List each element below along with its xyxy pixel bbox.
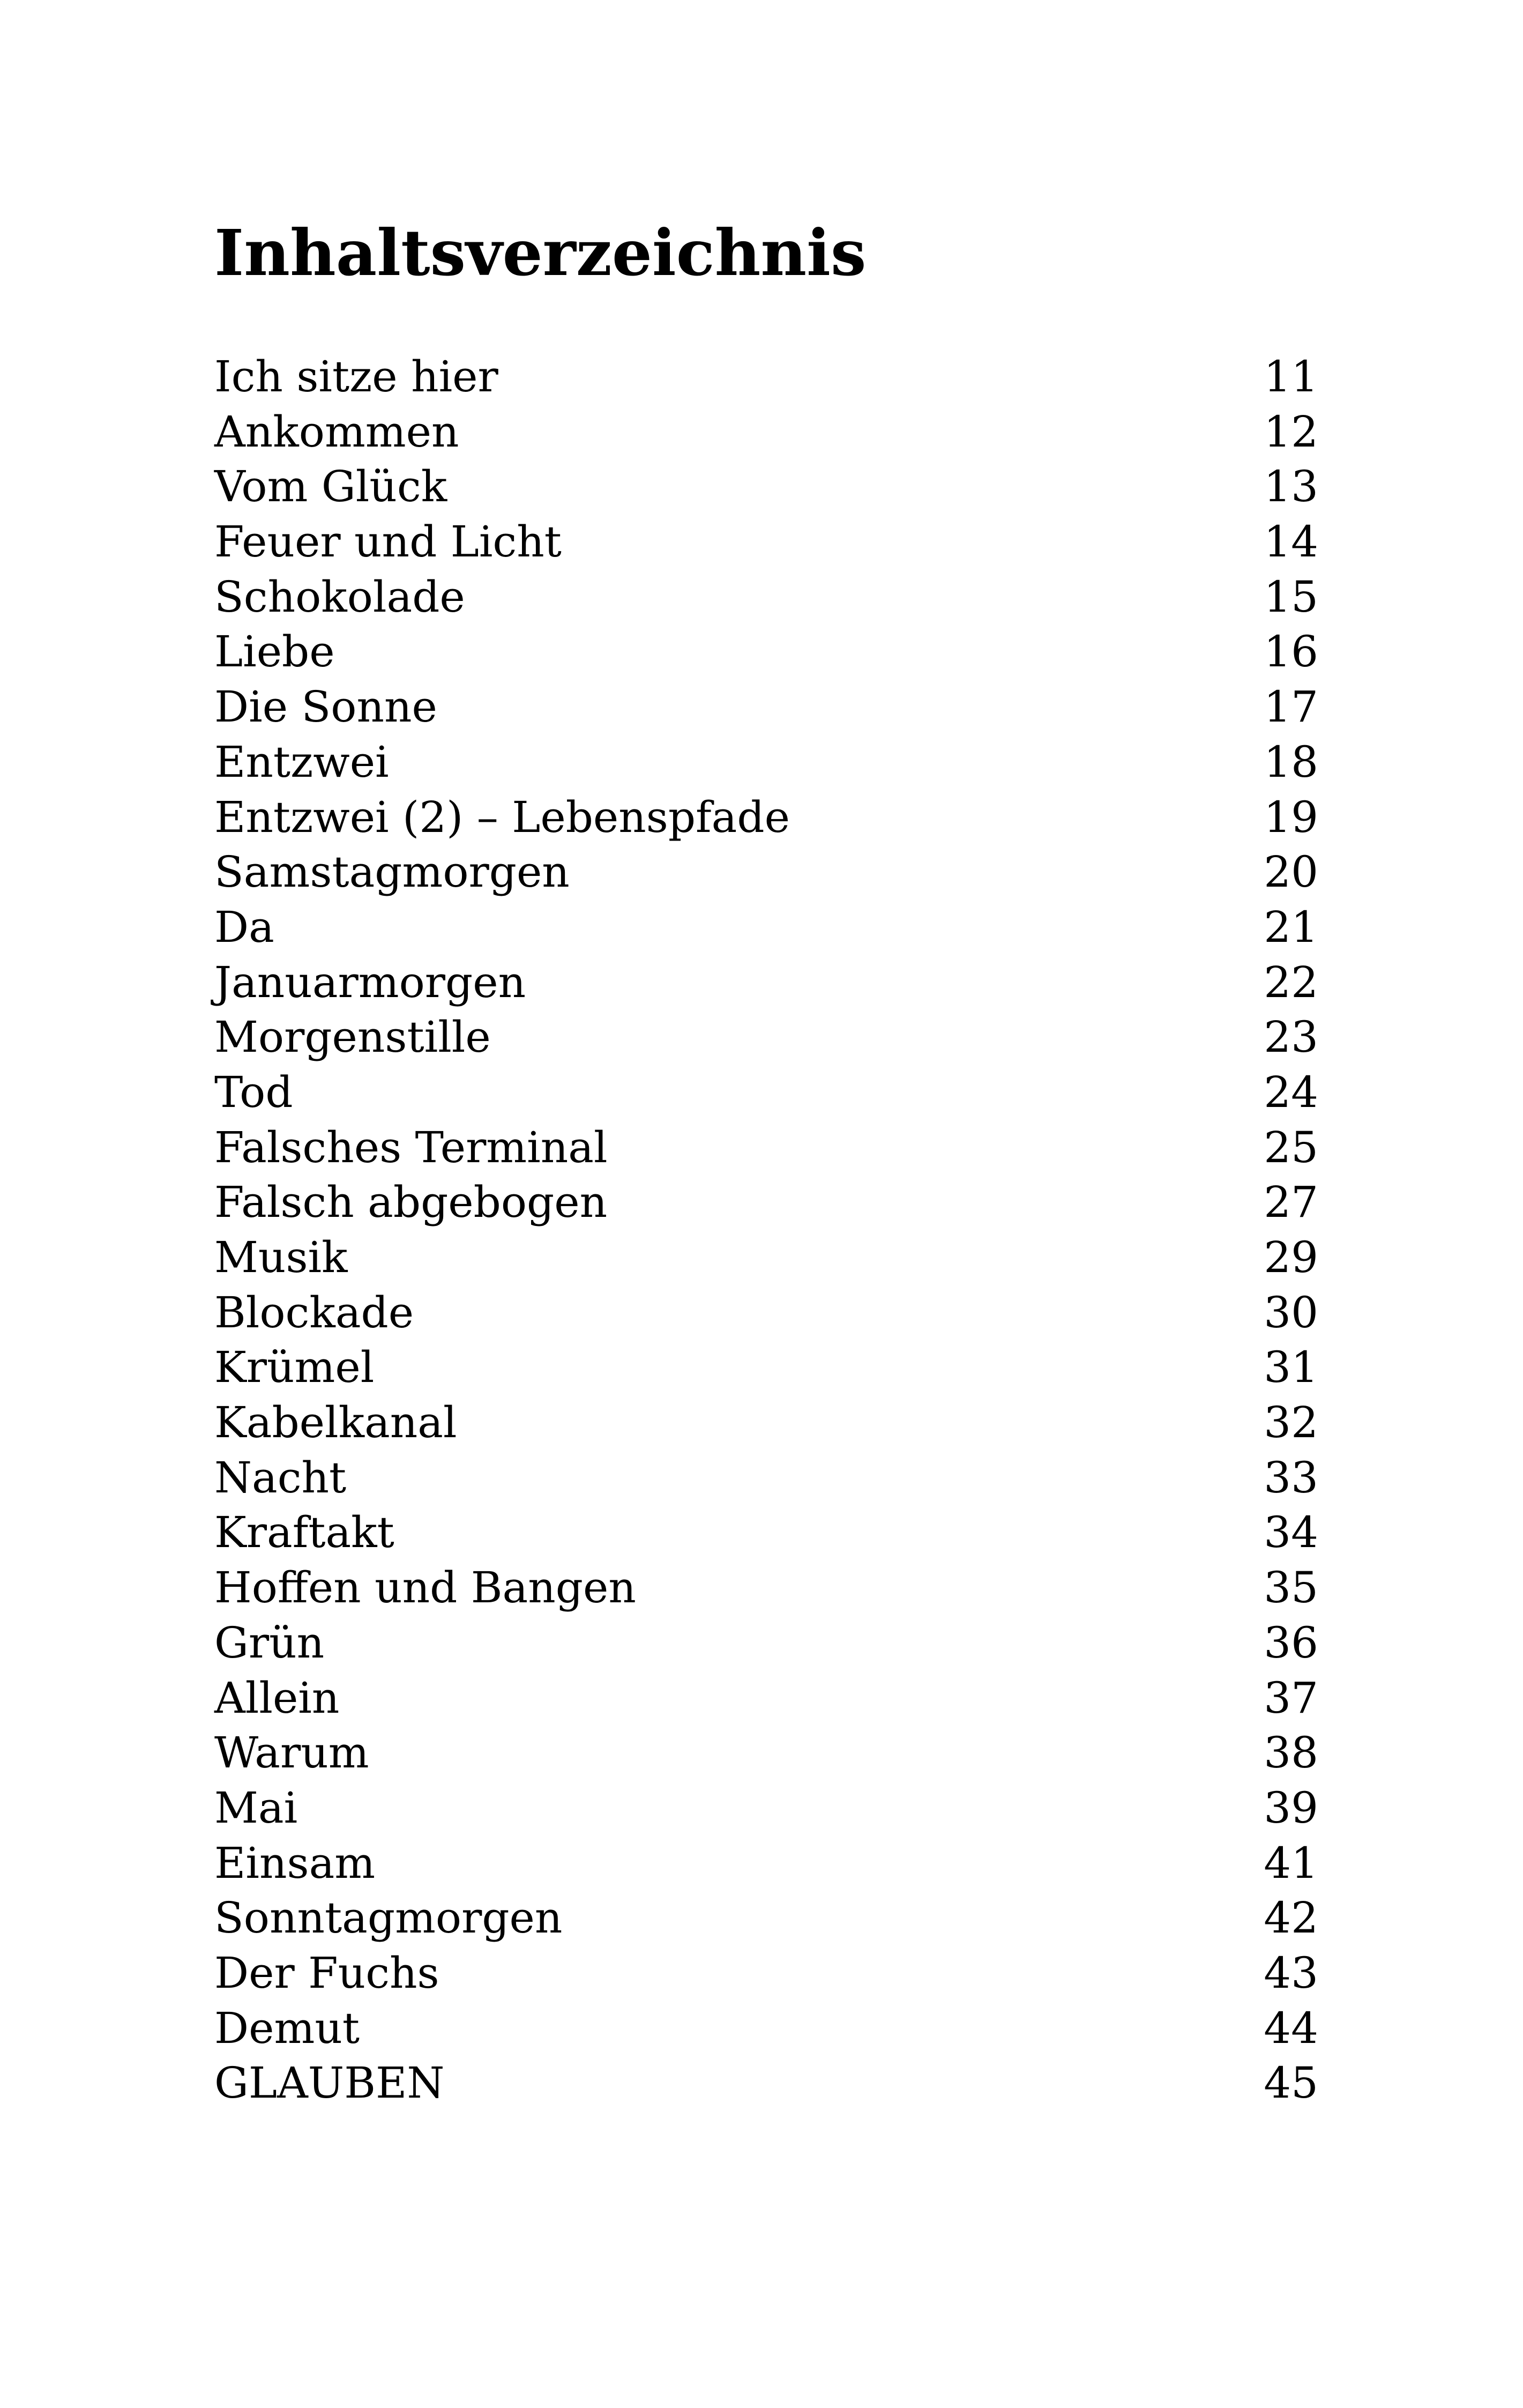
toc-entry — [214, 1946, 1318, 2001]
toc-entry-page-number: 35 — [1264, 1563, 1318, 1613]
toc-entry-page-number: 18 — [1264, 737, 1318, 787]
toc-entry-page-number: 36 — [1264, 1617, 1318, 1668]
toc-entry-page-number: 12 — [1264, 406, 1318, 457]
toc-entry-title: Blockade — [214, 1287, 414, 1337]
toc-entry — [214, 1120, 1318, 1176]
toc-entry — [214, 350, 1318, 405]
toc-entry-title: Entzwei (2) – Lebenspfade — [214, 792, 790, 842]
table-of-contents — [214, 350, 1318, 2111]
toc-entry — [214, 1671, 1318, 1726]
toc-entry-title: Einsam — [214, 1838, 376, 1888]
toc-entry — [214, 680, 1318, 735]
toc-entry-title: Warum — [214, 1728, 369, 1778]
toc-entry — [214, 1010, 1318, 1065]
toc-entry-title: Feuer und Licht — [214, 517, 562, 567]
toc-entry — [214, 1285, 1318, 1341]
toc-entry-page-number: 27 — [1264, 1177, 1318, 1228]
toc-entry-page-number: 44 — [1264, 2003, 1318, 2053]
toc-entry-page-number: 39 — [1264, 1782, 1318, 1833]
toc-entry-title: Januarmorgen — [214, 957, 526, 1007]
toc-entry-title: Kraftakt — [214, 1507, 394, 1558]
toc-entry — [214, 459, 1318, 515]
toc-entry-title: Nacht — [214, 1452, 347, 1503]
toc-entry-title: Die Sonne — [214, 682, 437, 732]
toc-entry — [214, 570, 1318, 625]
page-title: Inhaltsverzeichnis — [214, 215, 867, 290]
toc-entry — [214, 2001, 1318, 2056]
toc-entry-page-number: 41 — [1264, 1838, 1318, 1888]
toc-entry — [214, 1230, 1318, 1285]
toc-entry-page-number: 38 — [1264, 1728, 1318, 1778]
toc-entry — [214, 735, 1318, 790]
toc-entry-page-number: 29 — [1264, 1232, 1318, 1282]
toc-entry-title: Samstagmorgen — [214, 847, 570, 897]
toc-entry-page-number: 11 — [1264, 352, 1318, 402]
toc-entry — [214, 2056, 1318, 2111]
toc-entry — [214, 1891, 1318, 1946]
toc-entry — [214, 515, 1318, 570]
toc-entry-page-number: 30 — [1264, 1287, 1318, 1337]
toc-entry-title: Falsch abgebogen — [214, 1177, 608, 1228]
toc-entry-title: Krümel — [214, 1342, 375, 1393]
toc-entry-page-number: 16 — [1264, 627, 1318, 677]
toc-entry-page-number: 14 — [1264, 517, 1318, 567]
toc-entry-page-number: 25 — [1264, 1122, 1318, 1172]
toc-entry-page-number: 13 — [1264, 462, 1318, 512]
toc-entry-page-number: 33 — [1264, 1452, 1318, 1503]
toc-entry-page-number: 32 — [1264, 1398, 1318, 1448]
toc-entry-title: Ankommen — [214, 406, 459, 457]
toc-entry — [214, 790, 1318, 845]
toc-entry-page-number: 20 — [1264, 847, 1318, 897]
toc-entry-page-number: 37 — [1264, 1673, 1318, 1723]
toc-entry-title: Der Fuchs — [214, 1948, 439, 1998]
toc-entry-title: Allein — [214, 1673, 340, 1723]
toc-entry — [214, 900, 1318, 955]
toc-entry-page-number: 15 — [1264, 571, 1318, 622]
toc-entry-title: Schokolade — [214, 571, 465, 622]
toc-entry — [214, 625, 1318, 680]
toc-entry-title: Da — [214, 902, 274, 952]
toc-entry-title: Tod — [214, 1067, 293, 1117]
toc-entry-page-number: 43 — [1264, 1948, 1318, 1998]
toc-entry-page-number: 23 — [1264, 1012, 1318, 1062]
toc-entry-page-number: 24 — [1264, 1067, 1318, 1117]
toc-entry-title: Morgenstille — [214, 1012, 491, 1062]
toc-entry-page-number: 17 — [1264, 682, 1318, 732]
toc-entry — [214, 405, 1318, 460]
toc-entry-page-number: 31 — [1264, 1342, 1318, 1393]
toc-entry-page-number: 45 — [1264, 2058, 1318, 2108]
toc-entry-title: Falsches Terminal — [214, 1122, 608, 1172]
toc-entry-title: Musik — [214, 1232, 348, 1282]
toc-entry — [214, 1726, 1318, 1781]
toc-entry — [214, 1616, 1318, 1671]
toc-entry — [214, 1451, 1318, 1506]
toc-entry-page-number: 19 — [1264, 792, 1318, 842]
toc-entry-title: Vom Glück — [214, 462, 447, 512]
toc-entry-title: Demut — [214, 2003, 360, 2053]
toc-entry-title: Liebe — [214, 627, 335, 677]
toc-entry — [214, 1781, 1318, 1836]
toc-entry — [214, 1340, 1318, 1395]
toc-entry-title: Sonntagmorgen — [214, 1893, 563, 1943]
toc-entry-title: Hoffen und Bangen — [214, 1563, 636, 1613]
toc-entry — [214, 845, 1318, 900]
toc-entry-title: GLAUBEN — [214, 2058, 445, 2108]
toc-entry — [214, 1175, 1318, 1230]
toc-entry-title: Mai — [214, 1782, 298, 1833]
toc-entry — [214, 1065, 1318, 1120]
toc-entry — [214, 1836, 1318, 1891]
toc-entry-page-number: 22 — [1264, 957, 1318, 1007]
toc-entry-title: Kabelkanal — [214, 1398, 457, 1448]
toc-entry — [214, 1505, 1318, 1560]
toc-entry — [214, 1395, 1318, 1451]
toc-entry-page-number: 34 — [1264, 1507, 1318, 1558]
toc-entry — [214, 955, 1318, 1010]
toc-entry-title: Entzwei — [214, 737, 389, 787]
toc-entry-page-number: 42 — [1264, 1893, 1318, 1943]
toc-entry-page-number: 21 — [1264, 902, 1318, 952]
toc-entry-title: Ich sitze hier — [214, 352, 498, 402]
toc-entry — [214, 1560, 1318, 1616]
toc-entry-title: Grün — [214, 1617, 325, 1668]
